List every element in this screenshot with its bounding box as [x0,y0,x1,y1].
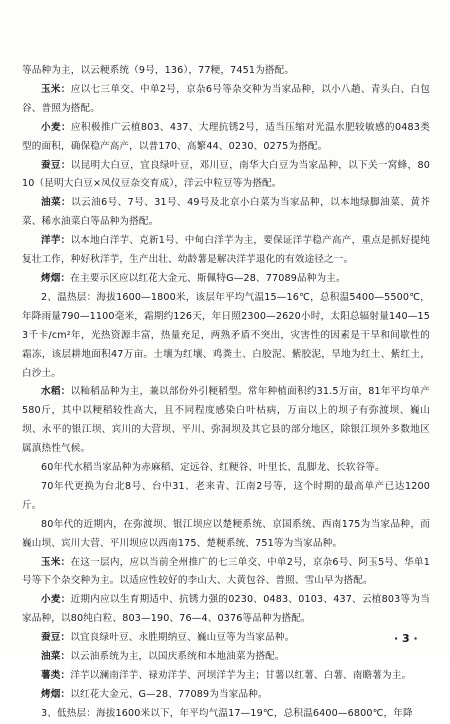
paragraph-text: 等品种为主，以云粳系统（9号，136），77粳，7451为搭配。 [22,65,295,76]
paragraph-text: 在主要示区应以红花大金元、斯佩特G—28、77089品种为主。 [70,272,346,284]
crop-term: 小麦： [41,121,71,133]
crop-term: 小麦： [41,594,71,606]
crop-term: 烤烟： [41,688,71,700]
paragraph-text: 以云油6号、7号、31号、49号及北京小白菜为当家品种，以本地绿脚油菜、黄芥菜、稀水油菜白等品种为搭配。 [22,197,430,228]
paragraph [22,667,430,686]
paragraph-text: 3、低热层：海拔1600米以下，年平均气温17—19℃，总积温6400—6800℃，年降 [41,707,413,719]
paragraph [22,478,430,516]
paragraph [22,648,430,667]
paragraph [22,629,430,648]
crop-term: 水稻： [41,386,71,398]
paragraph [22,289,430,384]
paragraph [22,459,430,478]
paragraph [22,81,430,119]
crop-term: 油菜： [41,197,72,209]
paragraph-text: 60年代水稻当家品种为赤麻稻、定远谷、红粳谷、叶里长、乱脚龙、长软谷等。 [41,462,385,474]
paragraph-text: 70年代更换为台北8号、台中31、老来青、江南2号等，这个时期的最高单产已达1200斤。 [22,480,430,511]
paragraph [22,554,430,592]
crop-term: 蚕豆： [41,159,71,171]
paragraph-text: 在这一层内，应以当前全州推广的七三单交、中单2号，京杂6号、阿玉5号、华单1号等下个杂交种为主。以适应性较好的李山大、大黄包谷、普照、雪山早为搭配。 [22,556,430,587]
paragraph [22,516,430,554]
paragraph [22,232,430,270]
paragraph [22,119,430,157]
paragraph [22,705,430,724]
paragraph-text: 以本地白洋芋、克新1号、中甸白洋芋为主，要保证洋芋稳产高产，重点是抓好提纯复壮工作，种好秋洋芋，生产出壮、幼龄薯是解决洋芋退化的有效途径之一。 [22,235,431,266]
paragraph [22,591,430,629]
paragraph-text: 以宜良绿叶豆、永胜期纳豆、巍山豆等为当家品种。 [70,632,295,644]
crop-term: 洋芋： [41,235,71,247]
page-number: · 3 · [394,632,418,645]
paragraph-text: 以红花大金元、G—28、77089为当家品种。 [70,688,268,700]
crop-term: 玉米： [41,556,71,568]
paragraph [22,157,430,195]
crop-term: 烤烟： [41,272,71,284]
paragraph [22,194,430,232]
page-body [22,62,430,724]
crop-term: 油菜： [41,651,71,663]
crop-term: 蚕豆： [41,632,71,644]
paragraph-text: 2、温热层：海拔1600—1800米，该层年平均气温15—16℃，总积温5400—5500℃，年降雨量790—1100毫米，霜期约126天，年日照2300—2620小时，太阳总辐射量140—153千卡/cm²年，光热资源丰富，热量充足，两熟矛盾不突出，灾害性的因素是干旱和间歇性的霜冻，该层耕地面积47万亩。土壤为红壤、鸡粪土、白胶泥、紫胶泥，旱地为红土、紫红土，白沙土。 [22,291,430,379]
paragraph-text: 近期内应以生育期适中、抗锈力强的0230、0483、0103、437、云植803等为当家品种，以80纯白粒、803—190、76—4、0376等品种为搭配。 [22,594,430,625]
paragraph [22,686,430,705]
paragraph [22,62,430,81]
paragraph-text: 80年代的近期内，在弥渡坝、银江坝应以楚粳系统、京国系统、西南175为当家品种，而巍山坝、宾川大营、平川坝应以西南175、楚粳系统、751等为当家品种。 [22,518,430,549]
paragraph-text: 以昆明大白豆，宜良绿叶豆，邓川豆，南华大白豆为当家品种，以下关一窝蜂，8010（昆明大白豆×凤仪豆杂交育成），洋云中粒豆等为搭配。 [22,159,430,190]
paragraph-text: 应积极推广云植803、437、大理抗锈2号，适当压缩对光温水肥较敏感的0483类型的面积，确保稳产高产，以普170、高繁44、0230、0275为搭配。 [22,121,430,152]
crop-term: 薯类： [41,670,71,681]
paragraph-text: 以籼稻品种为主，兼以部份外引粳稻型。常年种植面积约31.5万亩，81年平均单产580斤，其中以粳稻较性高大，且不同程度感染白叶枯病，万亩以上的坝子有弥渡坝、巍山坝、永平的银江坝、宾川的大营坝、平川、弥洞坝及其它县的部分地区，除银江坝外多数地区属滇热性气候。 [22,386,431,455]
paragraph [22,270,430,289]
paragraph-text: 洋芋以澜南洋芋、禄劝洋芋、河坝洋芋为主；甘薯以红薯、白薯、南瞻薯为主。 [70,670,412,681]
paragraph-text: 以云油系统为主，以国庆系统和本地油菜为搭配。 [70,651,285,663]
paragraph-text: 应以七三单交、中单2号，京杂6号等杂交种为当家品种，以小八趟、青头白、白包谷、普照为搭配。 [22,83,430,114]
paragraph [22,383,430,459]
crop-term: 玉米： [41,83,71,95]
